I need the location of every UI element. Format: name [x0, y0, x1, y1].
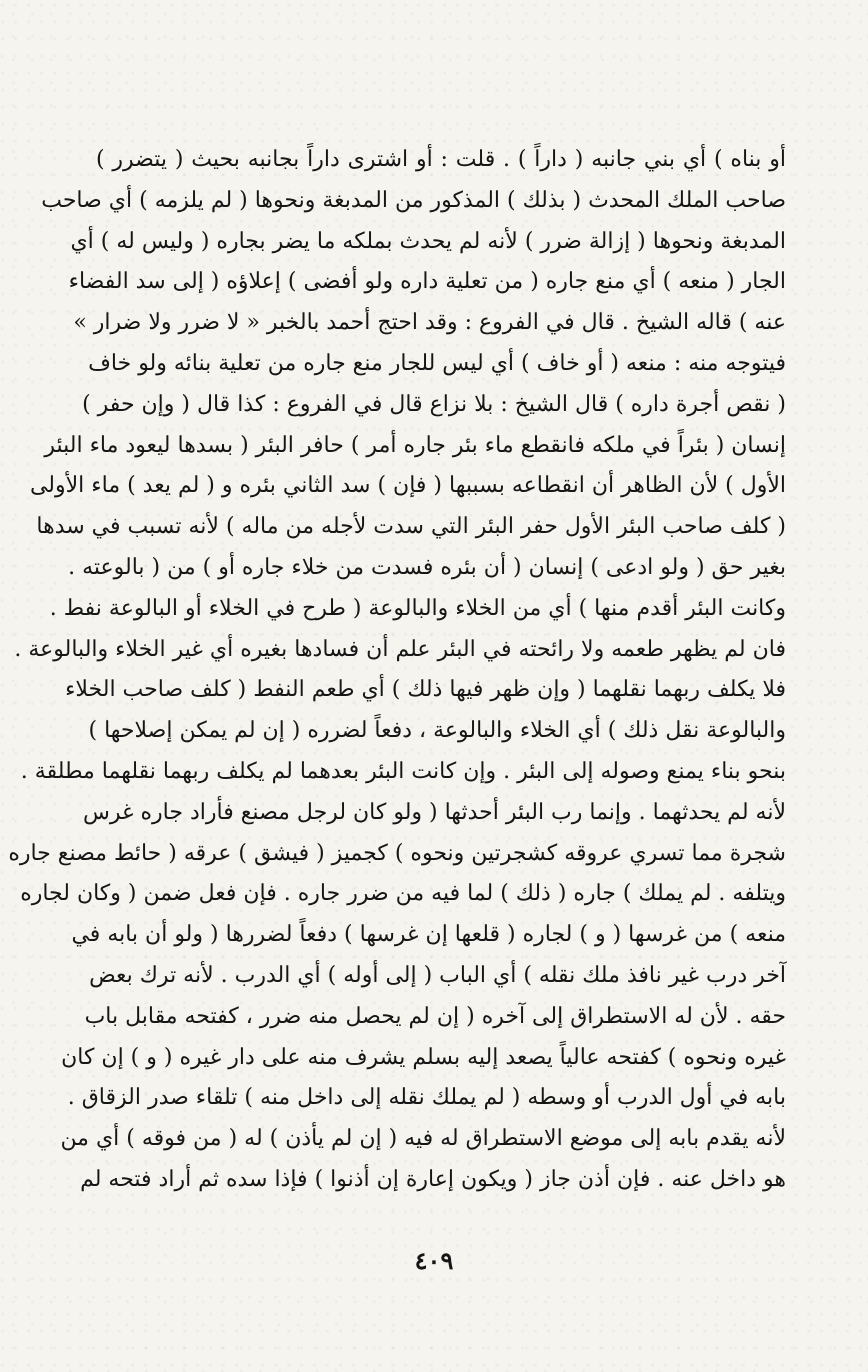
text-line: المدبغة ونحوها ( إزالة ضرر ) لأنه لم يحدث بملكه ما يضر بجاره ( وليس له ) أي — [70, 228, 786, 254]
text-line: فيتوجه منه : منعه ( أو خاف ) أي ليس للجار منع جاره من تعلية بنائه ولو خاف — [88, 350, 786, 376]
text-line: حقه . لأن له الاستطراق إلى آخره ( إن لم يحصل منه ضرر ، كفتحه مقابل باب — [84, 1003, 786, 1029]
text-line: بنحو بناء يمنع وصوله إلى البئر . وإن كانت البئر بعدهما لم يكلف ربهما نقلهما مطلقة . — [20, 758, 786, 784]
page-number: ٤٠٩ — [414, 1246, 454, 1275]
text-line: صاحب الملك المحدث ( بذلك ) المذكور من المدبغة ونحوها ( لم يلزمه ) أي صاحب — [41, 187, 786, 213]
text-line: وكانت البئر أقدم منها ) أي من الخلاء والبالوعة ( طرح في الخلاء أو البالوعة نفط . — [49, 595, 786, 621]
body-text — [8, 140, 786, 1201]
text-line: بغير حق ( ولو ادعى ) إنسان ( أن بئره فسدت من خلاء جاره أو ) من ( بالوعته . — [68, 554, 786, 580]
text-line: ويتلفه . لم يملك ) جاره ( ذلك ) لما فيه من ضرر جاره . فإن فعل ضمن ( وكان لجاره — [20, 881, 786, 907]
text-line: فان لم يظهر طعمه ولا رائحته في البئر علم أن فسادها بغيره أي غير الخلاء والبالوعة . — [14, 636, 786, 662]
text-line: شجرة مما تسري عروقه كشجرتين ونحوه ) كجميز ( فيشق ) عرقه ( حائط مصنع جاره — [8, 840, 786, 866]
text-line: ( نقص أجرة داره ) قال الشيخ : بلا نزاع قال في الفروع : كذا قال ( وإن حفر ) — [82, 391, 786, 417]
text-line: بابه في أول الدرب أو وسطه ( لم يملك نقله إلى داخل منه ) تلقاء صدر الزقاق . — [67, 1085, 786, 1111]
text-line: آخر درب غير نافذ ملك نقله ) أي الباب ( إلى أوله ) أي الدرب . لأنه ترك بعض — [89, 962, 786, 988]
text-line: لأنه لم يحدثهما . وإنما رب البئر أحدثها ( ولو كان لرجل مصنع فأراد جاره غرس — [83, 799, 786, 825]
text-line: لأنه يقدم بابه إلى موضع الاستطراق له فيه ( إن لم يأذن ) له ( من فوقه ) أي من — [60, 1126, 786, 1152]
text-line: ( كلف صاحب البئر الأول حفر البئر التي سدت لأجله من ماله ) لأنه تسبب في سدها — [36, 514, 786, 540]
text-line: أو بناه ) أي بني جانبه ( داراً ) . قلت : أو اشترى داراً بجانبه بحيث ( يتضرر ) — [96, 147, 786, 172]
text-line: والبالوعة نقل ذلك ) أي الخلاء والبالوعة ، دفعاً لضرره ( إن لم يمكن إصلاحها ) — [88, 718, 786, 744]
text-line: منعه ) من غرسها ( و ) لجاره ( قلعها إن غرسها ) دفعاً لضررها ( ولو أن بابه في — [71, 922, 786, 948]
text-line: هو داخل عنه . فإن أذن جاز ( ويكون إعارة إن أذنوا ) فإذا سده ثم أراد فتحه لم — [80, 1166, 786, 1192]
text-line: الأول ) لأن الظاهر أن انقطاعه بسببها ( فإن ) سد الثاني بئره و ( لم يعد ) ماء الأولى — [29, 473, 786, 499]
text-line: عنه ) قاله الشيخ . قال في الفروع : وقد احتج أحمد بالخبر « لا ضرر ولا ضرار » — [73, 310, 786, 336]
text-line: إنسان ( بئراً في ملكه فانقطع ماء بئر جاره أمر ) حافر البئر ( بسدها ليعود ماء البئر — [44, 432, 786, 458]
text-line: الجار ( منعه ) أي منع جاره ( من تعلية داره ولو أفضى ) إعلاؤه ( إلى سد الفضاء — [68, 269, 786, 295]
text-line: غيره ونحوه ) كفتحه عالياً يصعد إليه بسلم يشرف منه على دار غيره ( و ) إن كان — [61, 1044, 786, 1070]
text-line: فلا يكلف ربهما نقلهما ( وإن ظهر فيها ذلك ) أي طعم النفط ( كلف صاحب الخلاء — [65, 677, 786, 703]
